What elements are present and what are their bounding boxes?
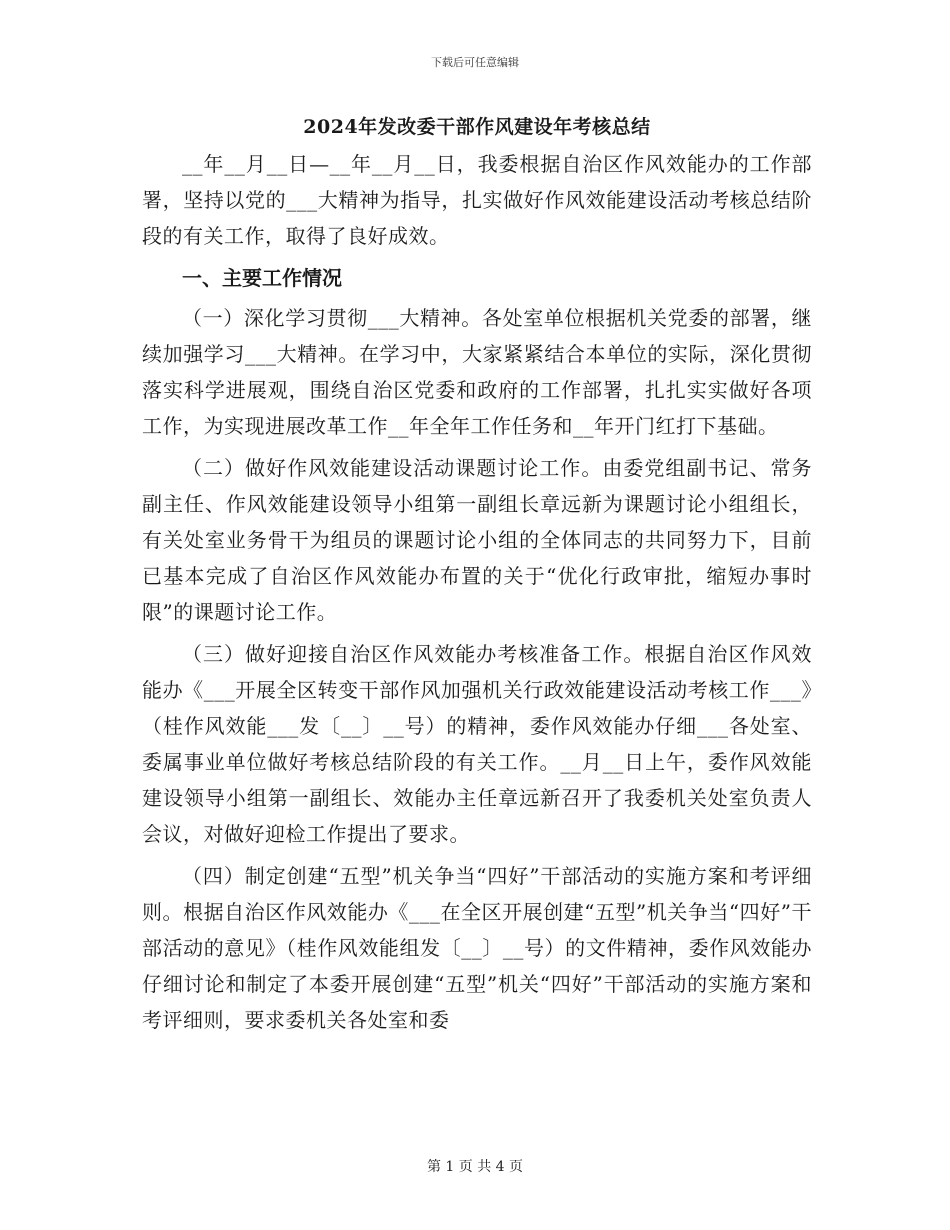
paragraph-2: （二）做好作风效能建设活动课题讨论工作。由委党组副书记、常务副主任、作风效能建设领导小组第一副组长章远新为课题讨论小组组长，有关处室业务骨干为组员的课题讨论小组的全体同志的共同努力下，目前已基本完成了自治区作风效能办布置的关于“优化行政审批，缩短办事时限”的课题讨论工作。	[142, 456, 812, 624]
paragraph-3: （三）做好迎接自治区作风效能办考核准备工作。根据自治区作风效能办《___开展全区转变干部作风加强机关行政效能建设活动考核工作___》（桂作风效能___发〔__〕__号）的精神，委作风效能办仔细___各处室、委属事业单位做好考核总结阶段的有关工作。__月__日上午，委作风效能建设领导小组第一副组长、效能办主任章远新召开了我委机关处室负责人会议，对做好迎检工作提出了要求。	[142, 642, 812, 846]
section-heading: 一、主要工作情况	[182, 266, 342, 290]
document-title: 2024年发改委干部作风建设年考核总结	[303, 116, 651, 138]
header-note: 下载后可任意编辑	[431, 56, 519, 69]
paragraph-4: （四）制定创建“五型”机关争当“四好”干部活动的实施方案和考评细则。根据自治区作风效能办《___在全区开展创建“五型”机关争当“四好”干部活动的意见》（桂作风效能组发〔__〕__号）的文件精神，委作风效能办仔细讨论和制定了本委开展创建“五型”机关“四好”干部活动的实施方案和考评细则，要求委机关各处室和委	[142, 864, 812, 1032]
document-body	[142, 112, 812, 1044]
paragraph-1: （一）深化学习贯彻___大精神。各处室单位根据机关党委的部署，继续加强学习___大精神。在学习中，大家紧紧结合本单位的实际，深化贯彻落实科学进展观，围绕自治区党委和政府的工作部署，扎扎实实做好各项工作，为实现进展改革工作__年全年工作任务和__年开门红打下基础。	[142, 306, 812, 438]
intro-paragraph: __年__月__日—__年__月__日，我委根据自治区作风效能办的工作部署，坚持以党的___大精神为指导，扎实做好作风效能建设活动考核总结阶段的有关工作，取得了良好成效。	[142, 152, 812, 248]
page-footer: 第 1 页 共 4 页	[426, 1159, 524, 1175]
